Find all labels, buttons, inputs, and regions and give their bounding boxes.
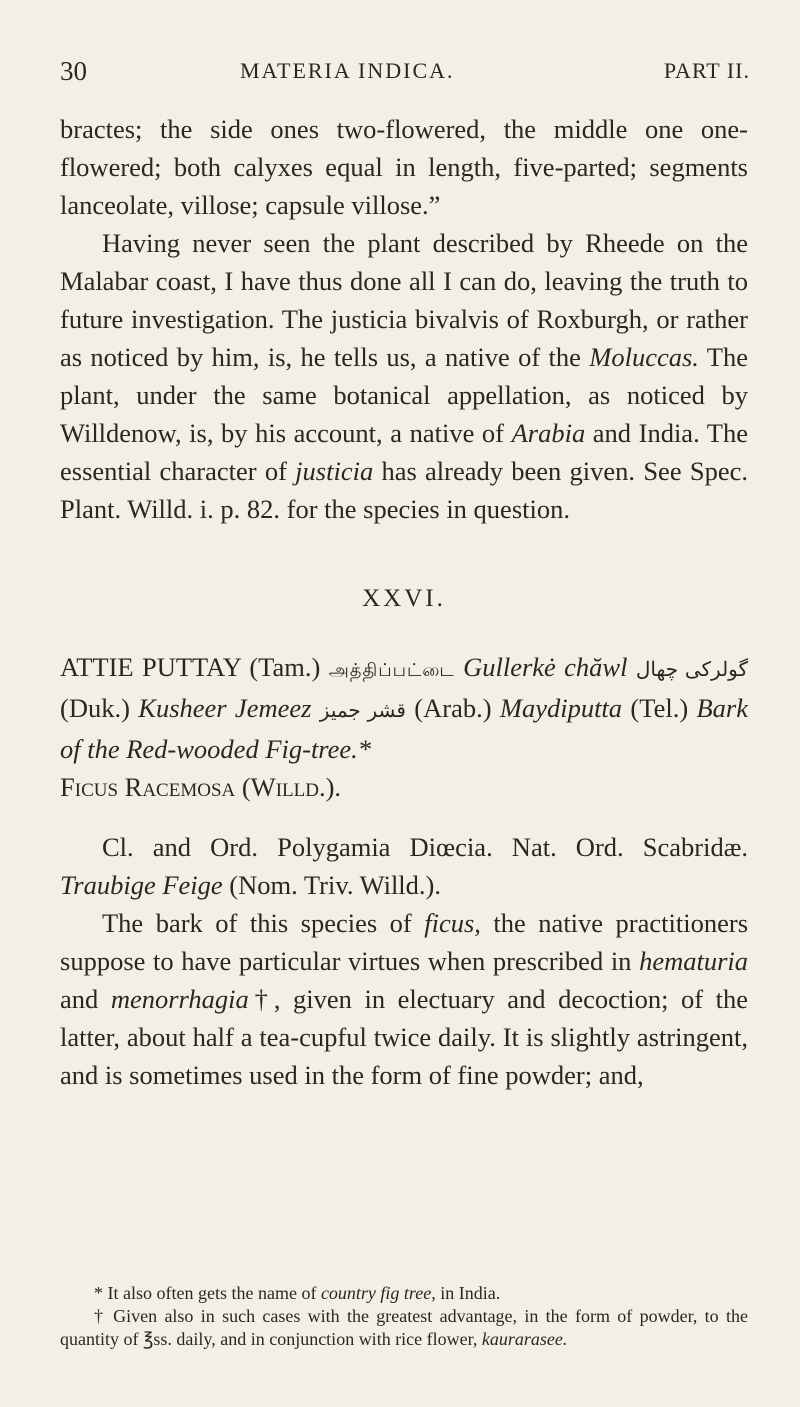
running-header (60, 56, 750, 86)
page-number: 30 (60, 56, 87, 86)
arabic-name: Kusheer Jemeez (138, 693, 312, 723)
text-italic: menorrhagia (110, 984, 249, 1014)
spacer (60, 806, 748, 828)
hindustani-name: Gullerkė chăwl (463, 652, 628, 682)
text-run: Cl. and Ord. Polygamia Diœcia. Nat. Ord. Scabridæ. (102, 832, 748, 862)
text-italic: kaurarasee. (481, 1329, 568, 1349)
paragraph-classification (60, 828, 748, 904)
text-italic: hematuria (639, 946, 748, 976)
text-italic: Traubige Feige (60, 870, 223, 900)
latin-name: Ficus Racemosa (Willd.). (60, 772, 342, 802)
text-run: the native practitioners suppose to have particular virtues when prescribed in (60, 908, 749, 976)
paragraph-uses (60, 904, 748, 1094)
text-italic: Arabia (511, 418, 586, 448)
entry-names (60, 648, 748, 768)
text-run: † Given also in such cases with the greatest advantage, in the form of powder, to the quantity of ℥ss. daily, and in conjunction with rice flower, (60, 1306, 748, 1349)
lang-arab: (Arab.) (414, 693, 492, 723)
entry-number: XXVI. (362, 585, 446, 612)
entry-title: ATTIE PUTTAY (Tam.) (60, 652, 321, 682)
text-italic: justicia (295, 456, 374, 486)
arabic-script: قشر جميز (319, 700, 406, 722)
urdu-script: گولرکی چھال (635, 659, 749, 681)
text-run: has already been given. See Spec. Plant. Willd. i. p. 82. for the species in question. (60, 456, 748, 524)
tamil-script: அத்திப்பட்டை (328, 659, 455, 680)
text-italic: ficus, (424, 908, 481, 938)
paragraph-rheede (60, 224, 748, 528)
body-text (60, 110, 748, 1094)
lang-duk: (Duk.) (60, 693, 130, 723)
running-title: MATERIA INDICA. (240, 58, 455, 83)
footnotes (60, 1282, 748, 1351)
text-run: †, given in electuary and decoction; of the latter, about half a tea-cupful twice daily. It is slightly astringent, and is sometimes used in the form of fine powder; and, (60, 984, 749, 1090)
footnote-1 (60, 1282, 748, 1305)
running-part: PART II. (663, 58, 750, 83)
text-run: and India. The essential character of (60, 418, 748, 486)
text-italic: country fig tree, (320, 1283, 436, 1303)
text-run: (Nom. Triv. Willd.). (222, 870, 441, 900)
english-name: Bark of the Red-wooded Fig-tree.* (60, 693, 749, 764)
text-run: and (60, 984, 111, 1014)
telugu-name: Maydiputta (499, 693, 623, 723)
text-run: in India. (435, 1283, 501, 1303)
text-run: The plant, under the same botanical appellation, as noticed by Willdenow, is, by his account, a native of (60, 342, 748, 448)
footnote-2 (60, 1305, 748, 1351)
text-run: The bark of this species of (102, 908, 425, 938)
paragraph-continuation: bractes; the side ones two-flowered, the middle one one-flowered; both calyxes equal in length, five-parted; segments lanceolate, villose; capsule villose.” (60, 114, 748, 220)
text-run: * It also often gets the name of (94, 1283, 321, 1303)
lang-tel: (Tel.) (630, 693, 689, 723)
text-italic: Moluccas. (589, 342, 699, 372)
text-run: Having never seen the plant described by Rheede on the Malabar coast, I have thus done all I can do, leaving the truth to future investigation. The justicia bivalvis of Roxburgh, or rather as noticed by him, is, he tells us, a native of the (60, 228, 748, 372)
